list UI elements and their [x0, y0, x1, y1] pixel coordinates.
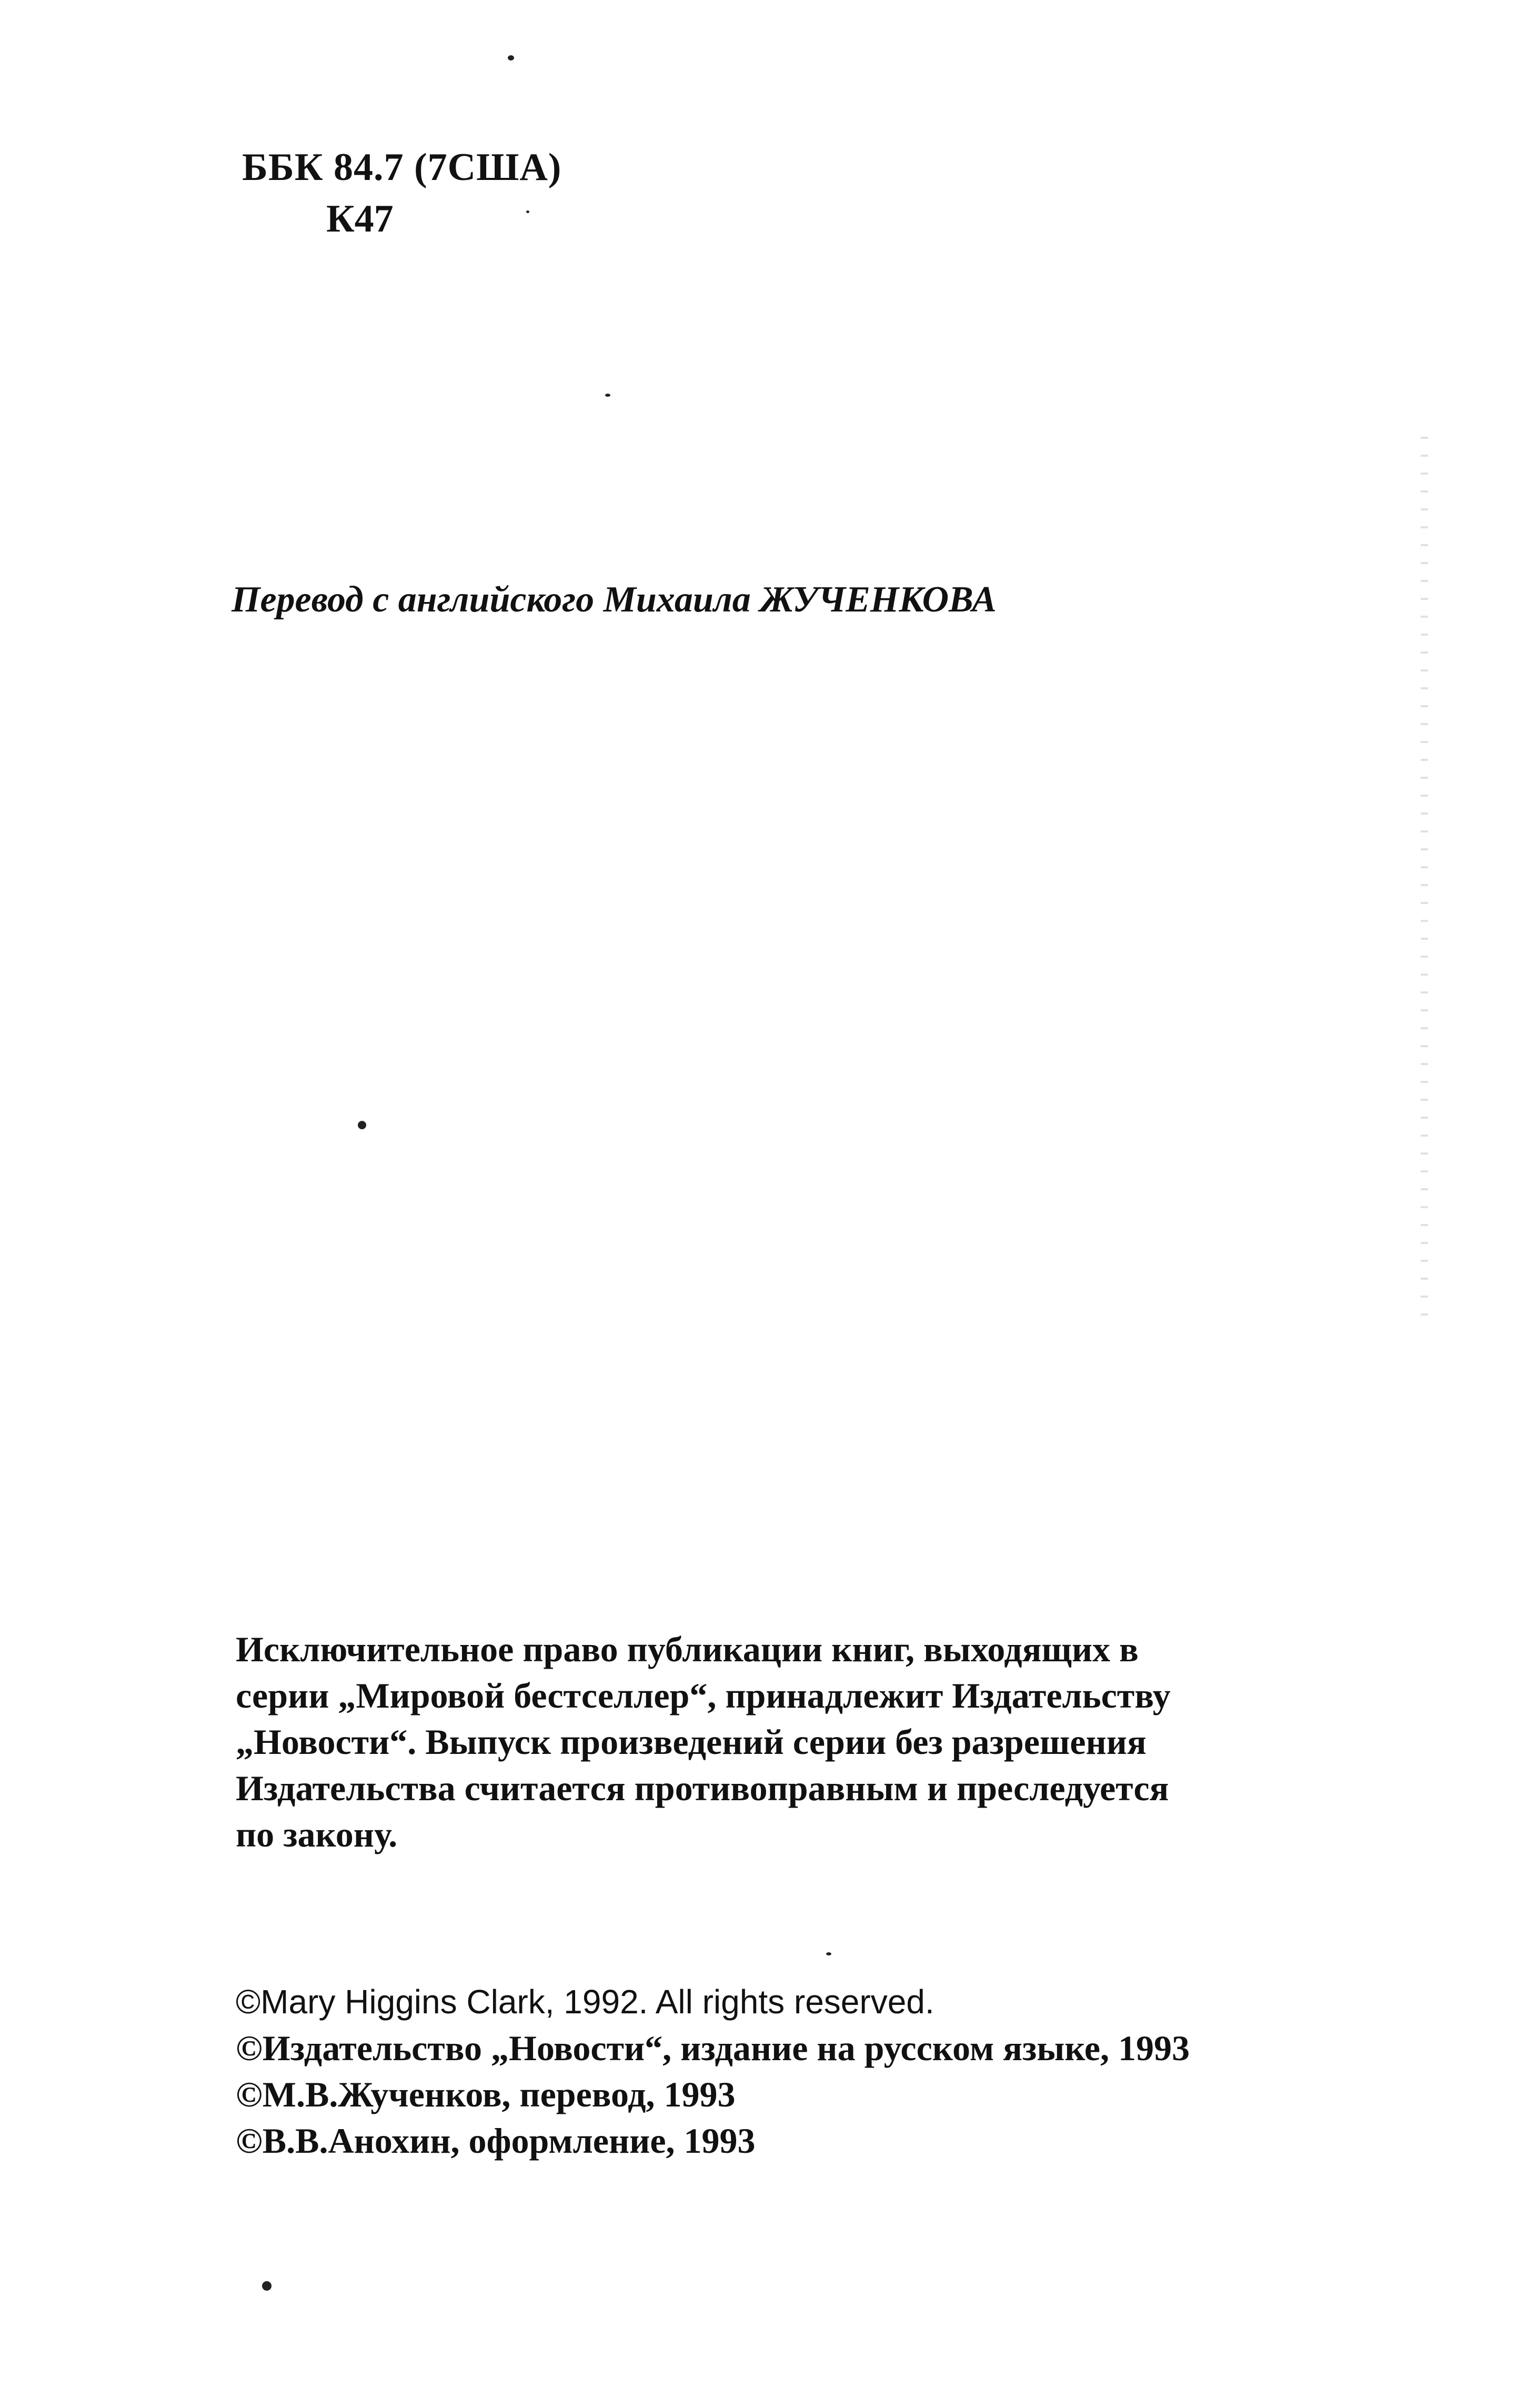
- rights-notice: [236, 1626, 1393, 1858]
- scan-speck: [262, 2281, 272, 2291]
- rights-notice-line: „Новости“. Выпуск произведений серии без разрешения: [236, 1722, 1147, 1762]
- rights-notice-line: серии „Мировой бестселлер“, принадлежит Издательству: [236, 1675, 1171, 1715]
- copyright-line-publisher: ©Издательство „Новости“, издание на русском языке, 1993: [236, 2028, 1190, 2068]
- rights-notice-line: Издательства считается противоправным и преследуется: [236, 1768, 1169, 1808]
- copyright-line-translator: ©М.В.Жученков, перевод, 1993: [236, 2074, 736, 2114]
- bbk-classification: ББК 84.7 (7США): [242, 146, 562, 189]
- copyright-line-original: ©Mary Higgins Clark, 1992. All rights reserved.: [236, 1983, 935, 2021]
- copyright-line-design: ©В.В.Анохин, оформление, 1993: [236, 2121, 756, 2161]
- scan-speck: [605, 394, 610, 397]
- rights-notice-line: по закону.: [236, 1814, 398, 1854]
- rights-notice-line: Исключительное право публикации книг, выходящих в: [236, 1629, 1139, 1669]
- scan-speck: [526, 210, 529, 213]
- scan-speck: [826, 1952, 831, 1955]
- scan-speck: [358, 1121, 366, 1129]
- copyright-block: [236, 1979, 1190, 2164]
- translation-credit: Перевод с английского Михаила ЖУЧЕНКОВА: [232, 579, 997, 620]
- author-mark-code: К47: [326, 197, 394, 240]
- scan-margin-noise: [1421, 421, 1428, 1316]
- scan-speck: [508, 55, 514, 61]
